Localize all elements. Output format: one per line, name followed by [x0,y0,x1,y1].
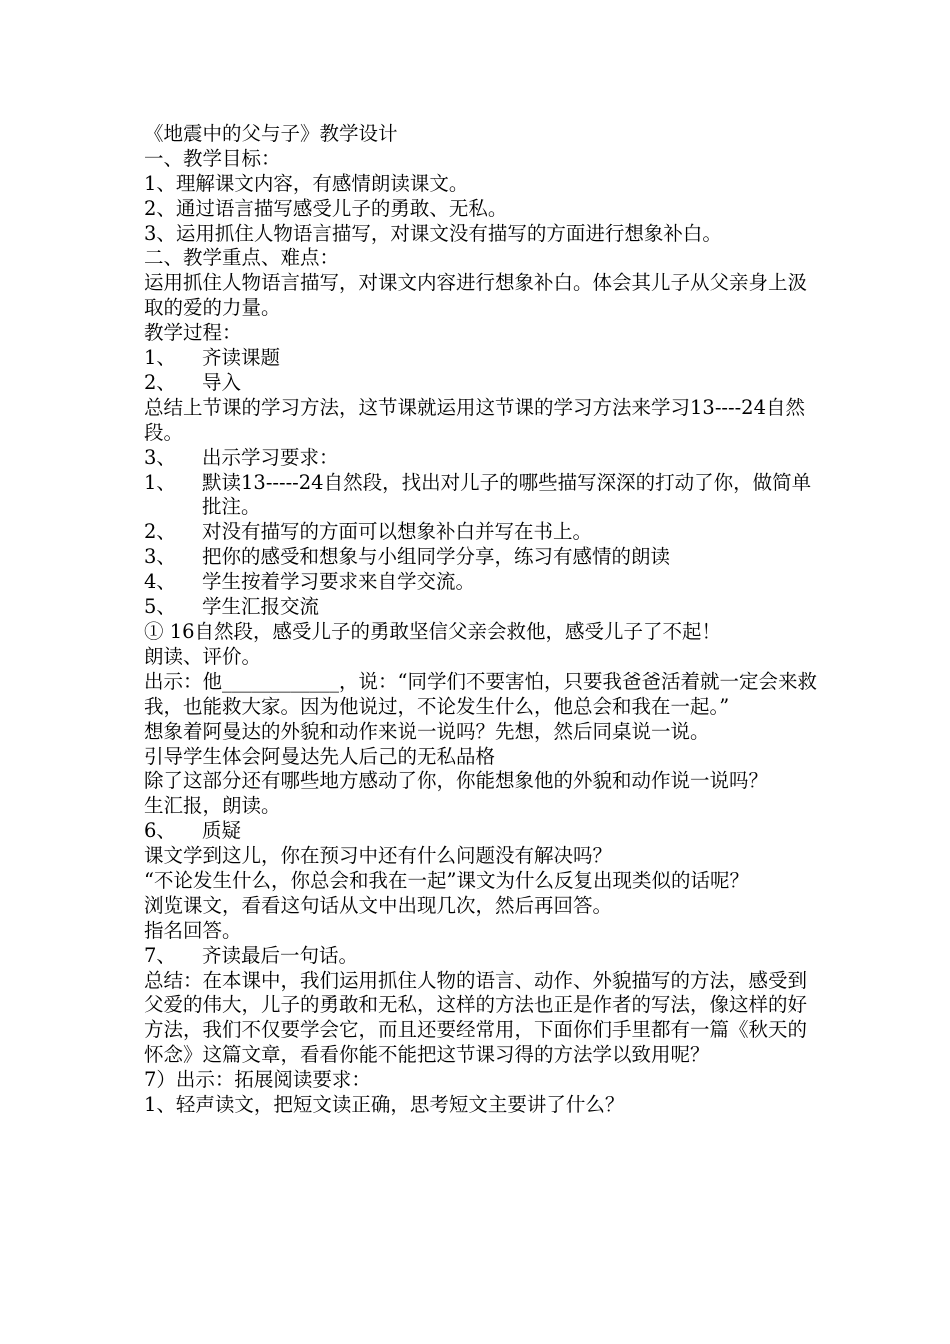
goal-item-2: 2、通过语言描写感受儿子的勇敢、无私。 [144,196,508,220]
step-2-body: 总结上节课的学习方法，这节课就运用这节课的学习方法来学习13----24自然段。 [144,395,805,444]
step-text: 出示学习要求： [202,445,339,469]
step-text: 齐读课题 [202,346,281,370]
goal-item-3: 3、运用抓住人物语言描写，对课文没有描写的方面进行想象补白。 [144,221,722,245]
question-line: 课文学到这儿，你在预习中还有什么问题没有解决吗？ [144,844,613,868]
requirement-item-2 [144,520,824,545]
step-5 [144,595,824,620]
step-3 [144,446,824,471]
imagine-line: 想象着阿曼达的外貌和动作来说一说吗？先想，然后同桌说一说。 [144,719,710,743]
answer-line: 指名回答。 [144,918,242,942]
goal-item-1: 1、理解课文内容，有感情朗读课文。 [144,171,469,195]
process-heading: 教学过程： [144,321,242,345]
step-number: 3、 [144,445,176,469]
extend-heading: 7）出示：拓展阅读要求： [144,1068,371,1092]
section-heading-key-points: 二、教学重点、难点： [144,246,340,270]
document-body [144,122,824,1118]
requirement-number: 2、 [144,520,176,544]
display-quote: 出示：他____________，说：“同学们不要害怕，只要我爸爸活着就一定会来救我，也能救大家。因为他说过，不论发生什么，他总会和我在一起。” [144,669,817,718]
student-report: 生汇报，朗读。 [144,794,281,818]
step-text: 质疑 [202,819,242,843]
step-number: 1、 [144,346,176,370]
summary-paragraph: 总结：在本课中，我们运用抓住人物的语言、动作、外貌描写的方法，感受到父爱的伟大，儿子的勇敢和无私，这样的方法也正是作者的写法，像这样的好方法，我们不仅要学会它，而且还要经常用，下面你们手里都有一篇《秋天的怀念》这篇文章，看看你能不能把这节课习得的方法学以致用呢？ [144,968,808,1067]
step-7 [144,944,824,969]
requirement-item-1 [144,471,824,521]
browse-line: 浏览课文，看看这句话从文中出现几次，然后再回答。 [144,893,613,917]
step-text: 导入 [202,370,242,394]
requirement-text: 默读13-----24自然段，找出对儿子的哪些描写深深的打动了你，做简单批注。 [202,470,812,519]
step-1 [144,346,824,371]
step-number: 7、 [144,943,176,967]
repeat-question: “不论发生什么，你总会和我在一起”课文为什么反复出现类似的话呢？ [144,868,749,892]
document-title: 《地震中的父与子》教学设计 [144,122,398,145]
step-2 [144,371,824,396]
step-6 [144,819,824,844]
step-number: 4、 [144,570,176,594]
step-text: 学生汇报交流 [202,595,320,619]
requirement-number: 1、 [144,470,176,494]
requirement-text: 把你的感受和想象与小组同学分享，练习有感情的朗读 [202,545,671,569]
requirement-text: 对没有描写的方面可以想象补白并写在书上。 [202,520,593,544]
key-points-text: 运用抓住人物语言描写，对课文内容进行想象补白。体会其儿子从父亲身上汲取的爱的力量。 [144,271,808,320]
step-number: 6、 [144,819,176,843]
step-text: 齐读最后一句话。 [202,943,359,967]
step-text: 学生按着学习要求来自学交流。 [202,570,476,594]
step-4 [144,570,824,595]
step-number: 2、 [144,370,176,394]
step-number: 5、 [144,595,176,619]
requirement-number: 3、 [144,545,176,569]
report-line-2: 朗读、评价。 [144,644,262,668]
report-line-1: ① 16自然段，感受儿子的勇敢坚信父亲会救他，感受儿子了不起！ [144,620,722,644]
other-line: 除了这部分还有哪些地方感动了你，你能想象他的外貌和动作说一说吗？ [144,769,769,793]
extend-item-1: 1、轻声读文，把短文读正确，思考短文主要讲了什么？ [144,1093,625,1117]
guide-line: 引导学生体会阿曼达先人后己的无私品格 [144,744,496,768]
section-heading-goals: 一、教学目标： [144,146,281,170]
requirement-item-3 [144,545,824,570]
